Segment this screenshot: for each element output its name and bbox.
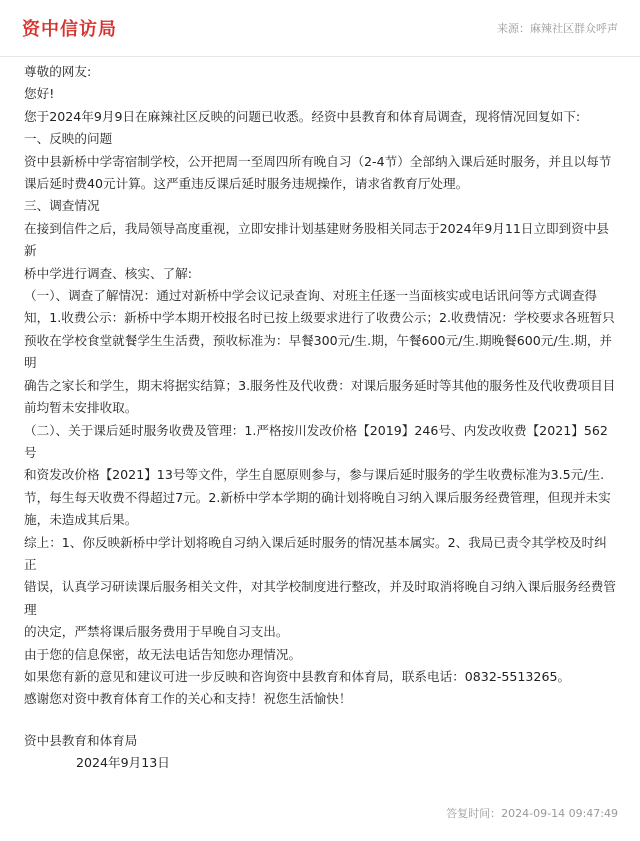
confidential-note: 由于您的信息保密，故无法电话告知您办理情况。	[24, 646, 302, 662]
section-1-line: 资中县新桥中学寄宿制学校，公开把周一至周四所有晚自习（2-4节）全部纳入课后延时服务，并且以每节	[24, 153, 612, 169]
thanks-line: 感谢您对资中教育体育工作的关心和支持！祝您生活愉快！	[24, 691, 352, 707]
intro-paragraph: 您于2024年9月9日在麻辣社区反映的问题已收悉。经资中县教育和体育局调查，现将情况回复如下:	[24, 108, 581, 124]
item-1-line: 前均暂未安排收取。	[24, 400, 138, 416]
top-bar	[0, 0, 640, 57]
item-2-line: 和资发改价格【2021】13号等文件，学生自愿原则参与，参与课后延时服务的学生收费标准为3.5元/生.	[24, 467, 605, 483]
contact-line: 如果您有新的意见和建议可进一步反映和咨询资中县教育和体育局，联系电话：0832-5513265。	[24, 668, 571, 684]
reply-time	[446, 805, 618, 821]
signature-date: 2024年9月13日	[76, 755, 170, 771]
signature: 资中县教育和体育局	[24, 732, 138, 748]
greeting: 尊敬的网友:	[24, 64, 92, 79]
section-1-line: 课后延时费40元计算。这严重违反课后延时服务违规操作，请求省教育厅处理。	[24, 176, 469, 192]
reply-time-label: 答复时间：	[446, 807, 502, 820]
item-2-line: （二）、关于课后延时服务收费及管理：1.严格按川发改价格【2019】246号、内发改收费【2021】562号	[24, 422, 608, 460]
brand-title[interactable]: 资中信访局	[22, 19, 117, 40]
summary-line: 的决定，严禁将课后服务费用于早晚自习支出。	[24, 624, 289, 640]
reply-time-value: 2024-09-14 09:47:49	[501, 807, 618, 820]
item-1-line: （一）、调查了解情况：通过对新桥中学会议记录查询、对班主任逐一当面核实或电话讯问等方式调查得	[24, 288, 598, 304]
item-1-line: 确告之家长和学生，期末将据实结算；3.服务性及代收费：对课后服务延时等其他的服务性及代收费项目目	[24, 377, 616, 393]
summary-line: 错误，认真学习研读课后服务相关文件，对其学校制度进行整改，并及时取消将晚自习纳入课后服务经费管理	[24, 579, 616, 617]
item-1-line: 预收在学校食堂就餐学生生活费，预收标准为：早餐300元/生.期，午餐600元/生.期晚餐600元/生.期，并明	[24, 332, 613, 371]
item-2-line: 施，未造成其后果。	[24, 512, 138, 528]
signature-spacer	[24, 711, 616, 730]
item-1-line: 知，1.收费公示：新桥中学本期开校报名时已按上级要求进行了收费公示；2.收费情况：学校要求各班暂只	[24, 310, 615, 326]
section-2-title: 三、调查情况	[24, 198, 100, 214]
section-2-line: 桥中学进行调查、核实、了解:	[24, 265, 192, 281]
item-2-line: 节，每生每天收费不得超过7元。2.新桥中学本学期的确计划将晚自习纳入课后服务经费管理，但现并未实	[24, 489, 611, 505]
source-label: 来源：麻辣社区群众呼声	[497, 22, 618, 35]
section-1-title: 一、反映的问题	[24, 131, 113, 147]
hello-line: 您好!	[24, 86, 55, 102]
letter-body	[0, 57, 640, 775]
summary-line: 综上：1、你反映新桥中学计划将晚自习纳入课后延时服务的情况基本属实。2、我局已责令其学校及时纠正	[24, 534, 607, 572]
section-2-line: 在接到信件之后，我局领导高度重视，立即安排计划基建财务股相关同志于2024年9月11日立即到资中县新	[24, 220, 610, 259]
